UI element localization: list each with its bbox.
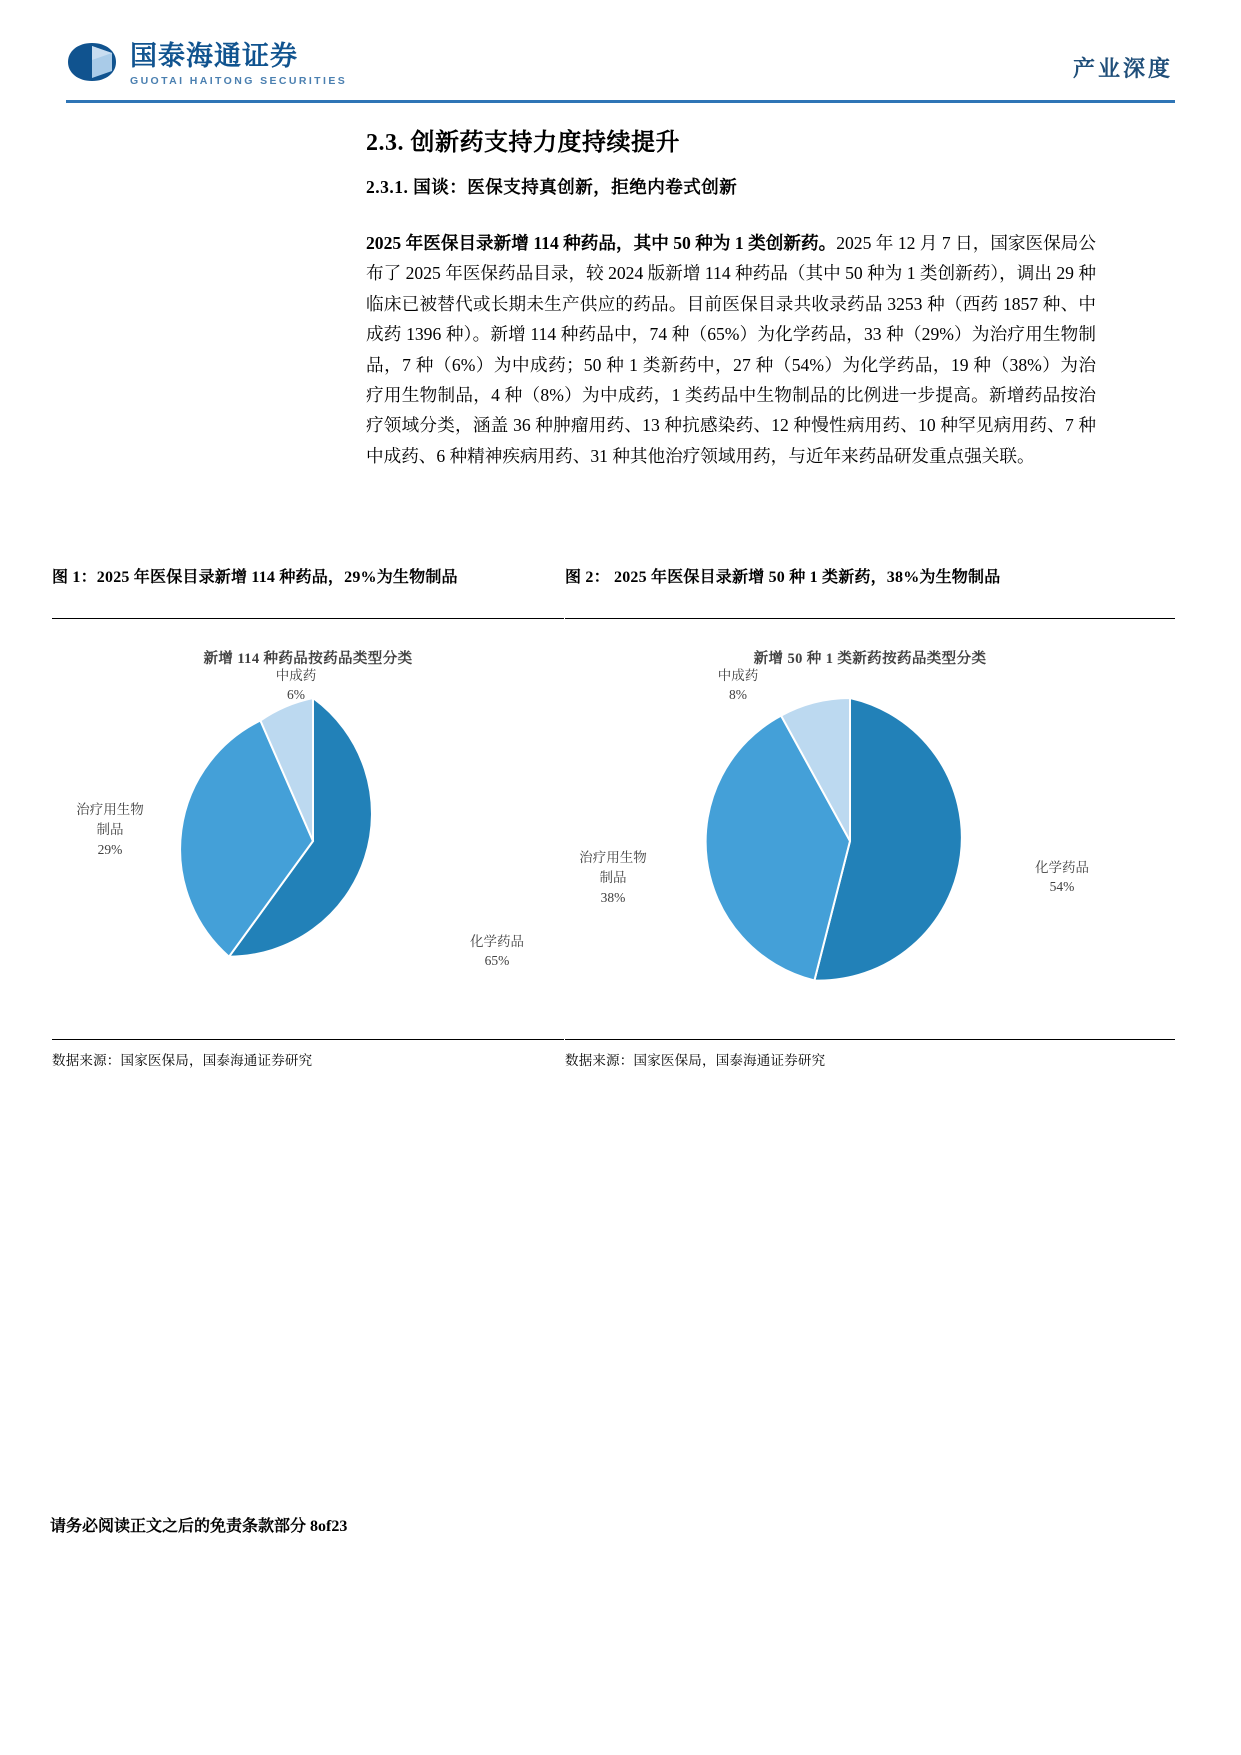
- header-divider: [66, 100, 1175, 103]
- paragraph-body: 2025 年 12 月 7 日，国家医保局公布了 2025 年医保药品目录，较 2024 版新增 114 种药品（其中 50 种为 1 类创新药），调出 29 种临床已被替代或长期未生产供应的药品。目前医保目录共收录药品 3253 种（西药 1857 种、中成药 1396 种）。新增 114 种药品中，74 种（65%）为化学药品，33 种（29%）为治疗用生物制品，7 种（6%）为中成药；50 种 1 类新药中，27 种（54%）为化学药品，19 种（38%）为治疗用生物制品，4 种（8%）为中成药，1 类药品中生物制品的比例进一步提高。新增药品按治疗领域分类，涵盖 36 种肿瘤用药、13 种抗感染药、12 种慢性病用药、10 种罕见病用药、7 种中成药、6 种精神疾病用药、31 种其他治疗领域用药，与近年来药品研发重点强关联。: [366, 233, 1096, 466]
- chart-2-title: 新增 50 种 1 类新药按药品类型分类: [753, 651, 987, 667]
- chart-1-pie-svg: [168, 696, 458, 986]
- figure-1-source: 数据来源：国家医保局，国泰海通证券研究: [52, 1053, 313, 1068]
- figure-2-source: 数据来源：国家医保局，国泰海通证券研究: [565, 1053, 826, 1068]
- page-footer-note: 请务必阅读正文之后的免责条款部分 8of23: [50, 1518, 348, 1535]
- chart-2-label-tcm: 中成药 8%: [717, 668, 759, 702]
- figure-1: [52, 566, 564, 1069]
- guotai-haitong-logo-icon: [66, 41, 118, 83]
- chart-2-pie-svg: [705, 696, 995, 986]
- brand-name-en: GUOTAI HAITONG SECURITIES: [130, 75, 348, 87]
- chart-2-pie: [565, 668, 1175, 1040]
- brand-name-cn: 国泰海通证券: [130, 41, 298, 71]
- page-header: [0, 0, 1241, 100]
- figure-2: [565, 566, 1175, 1069]
- company-logo: [66, 41, 347, 88]
- report-type-label: 产业深度: [1072, 56, 1173, 81]
- paragraph-lead: 2025 年医保目录新增 114 种药品，其中 50 种为 1 类创新药。: [366, 233, 837, 253]
- figure-2-caption: 图 2： 2025 年医保目录新增 50 种 1 类新药，38%为生物制品: [565, 569, 1001, 586]
- chart-1-label-chemical: 化学药品 65%: [470, 934, 524, 968]
- section-subheading: 2.3.1. 国谈：医保支持真创新，拒绝内卷式创新: [366, 177, 738, 197]
- figure-1-caption: 图 1：2025 年医保目录新增 114 种药品，29%为生物制品: [52, 569, 458, 586]
- chart-1-label-tcm: 中成药 6%: [275, 668, 317, 702]
- figure-1-body: [52, 619, 564, 1039]
- chart-1-pie: [52, 668, 564, 1040]
- chart-2-label-chemical: 化学药品 54%: [1035, 860, 1089, 894]
- section-heading: 2.3. 创新药支持力度持续提升: [366, 130, 680, 156]
- chart-1-title: 新增 114 种药品按药品类型分类: [203, 651, 413, 667]
- chart-1-label-biologic: 治疗用生物 制品 29%: [76, 802, 144, 857]
- chart-2-label-biologic: 治疗用生物 制品 38%: [579, 850, 647, 905]
- figure-2-body: [565, 619, 1175, 1039]
- body-paragraph: [366, 228, 1096, 471]
